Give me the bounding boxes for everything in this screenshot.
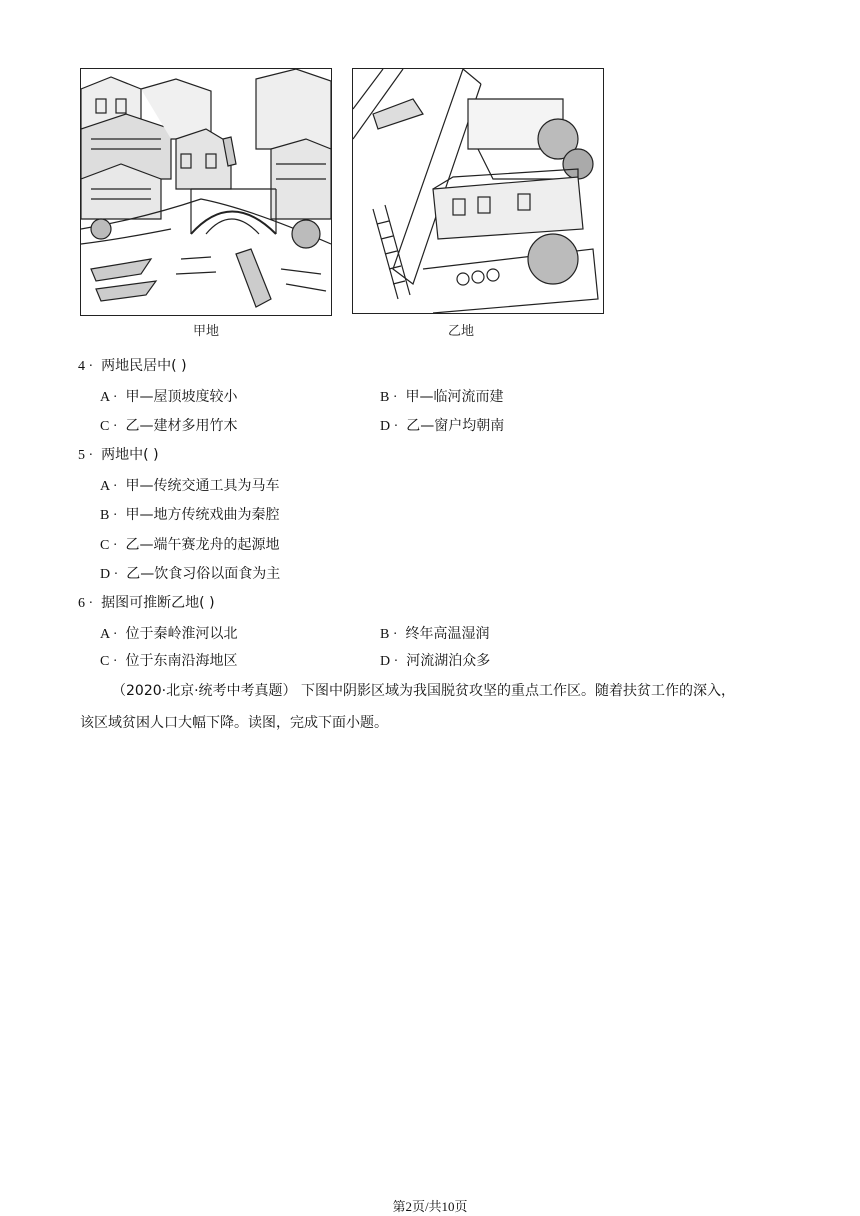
question-text: 两地民居中( ): [101, 358, 187, 374]
option-text: 位于秦岭淮河以北: [125, 626, 238, 642]
option-text: 河流湖泊众多: [406, 653, 491, 669]
question-6-option-a: [100, 623, 238, 643]
option-text: 甲—地方传统戏曲为秦腔: [125, 507, 280, 523]
option-text: 甲—临河流而建: [405, 389, 504, 405]
intro-line-1: （2020·北京·统考中考真题） 下图中阴影区域为我国脱贫攻坚的重点工作区。随着扶贫工作的深入，: [112, 683, 735, 699]
option-letter: A ·: [100, 390, 118, 405]
question-4-stem: [78, 355, 187, 375]
question-6-stem: [78, 592, 215, 612]
question-6-option-b: [380, 623, 490, 643]
option-letter: B ·: [380, 627, 398, 642]
question-5-option-c: [100, 534, 280, 554]
option-text: 位于东南沿海地区: [125, 653, 238, 669]
option-text: 乙—窗户均朝南: [406, 418, 505, 434]
option-letter: C ·: [100, 654, 118, 669]
option-letter: A ·: [100, 479, 118, 494]
question-number: 6 ·: [78, 596, 94, 611]
figure-jiadi-sketch: [80, 68, 332, 316]
question-5-option-d: [100, 563, 280, 583]
page-number-footer: 第2页/共10页: [392, 1199, 468, 1214]
option-text: 终年高温湿润: [405, 626, 490, 642]
question-5-stem: [78, 444, 159, 464]
option-text: 乙—端午赛龙舟的起源地: [125, 537, 280, 553]
option-letter: D ·: [100, 567, 119, 582]
option-text: 乙—饮食习俗以面食为主: [126, 566, 281, 582]
question-4-option-d: [380, 415, 504, 435]
option-text: 乙—建材多用竹木: [125, 418, 238, 434]
question-4-option-a: [100, 386, 238, 406]
option-letter: C ·: [100, 538, 118, 553]
option-letter: D ·: [380, 419, 399, 434]
question-number: 4 ·: [78, 359, 94, 374]
question-6-option-d: [380, 650, 490, 670]
question-5-option-a: [100, 475, 280, 495]
intro-line-2: 该区域贫困人口大幅下降。读图，完成下面小题。: [80, 715, 388, 731]
option-letter: A ·: [100, 627, 118, 642]
question-4-option-c: [100, 415, 238, 435]
figure-right-caption: 乙地: [448, 324, 475, 339]
question-number: 5 ·: [78, 448, 94, 463]
option-text: 甲—传统交通工具为马车: [125, 478, 280, 494]
question-6-option-c: [100, 650, 238, 670]
figure-left-caption: 甲地: [193, 324, 220, 339]
option-letter: B ·: [380, 390, 398, 405]
question-text: 两地中( ): [101, 447, 159, 463]
question-4-option-b: [380, 386, 504, 406]
question-5-option-b: [100, 504, 280, 524]
figure-yidi-sketch: [352, 68, 604, 314]
option-letter: C ·: [100, 419, 118, 434]
option-letter: B ·: [100, 508, 118, 523]
option-text: 甲—屋顶坡度较小: [125, 389, 238, 405]
question-text: 据图可推断乙地( ): [101, 595, 215, 611]
option-letter: D ·: [380, 654, 399, 669]
